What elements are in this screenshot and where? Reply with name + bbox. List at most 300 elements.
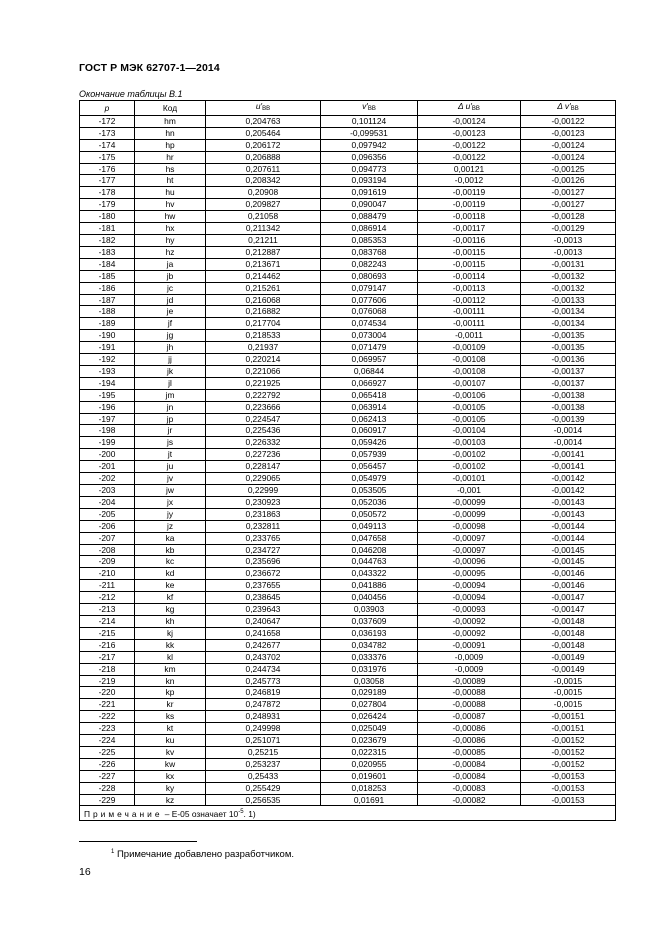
table-row [80,711,616,723]
cell-code: hz [135,246,206,258]
cell-code: jt [135,449,206,461]
note-label: Примечание [84,809,163,820]
cell-p: -220 [80,687,135,699]
cell-u: 0,240647 [206,615,321,627]
cell-u: 0,253237 [206,758,321,770]
cell-code: ky [135,782,206,794]
cell-code: jp [135,413,206,425]
table-row [80,699,616,711]
cell-code: kz [135,794,206,806]
footnote [111,849,294,860]
cell-p: -176 [80,163,135,175]
cell-du: -0,00119 [418,187,521,199]
cell-p: -174 [80,139,135,151]
cell-dv: -0,00135 [521,330,616,342]
cell-p: -196 [80,401,135,413]
cell-p: -197 [80,413,135,425]
cell-u: 0,207611 [206,163,321,175]
cell-du: -0,0012 [418,175,521,187]
cell-v: 0,071479 [321,342,418,354]
table-row [80,389,616,401]
cell-code: jm [135,389,206,401]
table-row [80,306,616,318]
cell-dv: -0,00142 [521,485,616,497]
cell-code: hy [135,234,206,246]
cell-p: -207 [80,532,135,544]
cell-dv: -0,00141 [521,461,616,473]
cell-dv: -0,0015 [521,675,616,687]
cell-code: hm [135,115,206,127]
cell-dv: -0,0013 [521,246,616,258]
cell-u: 0,21058 [206,211,321,223]
cell-u: 0,20908 [206,187,321,199]
cell-code: kt [135,723,206,735]
table-body [80,115,616,806]
cell-u: 0,245773 [206,675,321,687]
table-row [80,604,616,616]
cell-v: 0,03058 [321,675,418,687]
cell-v: 0,079147 [321,282,418,294]
cell-v: 0,034782 [321,639,418,651]
cell-code: jn [135,401,206,413]
cell-code: hr [135,151,206,163]
cell-dv: -0,00128 [521,211,616,223]
cell-p: -215 [80,627,135,639]
cell-u: 0,25433 [206,770,321,782]
cell-code: kj [135,627,206,639]
cell-dv: -0,00131 [521,258,616,270]
table-row [80,401,616,413]
header-u [206,101,321,116]
cell-p: -227 [80,770,135,782]
cell-du: -0,00097 [418,544,521,556]
cell-p: -229 [80,794,135,806]
cell-du: -0,00093 [418,604,521,616]
cell-p: -200 [80,449,135,461]
table-row [80,199,616,211]
cell-v: 0,069957 [321,354,418,366]
table-row [80,758,616,770]
cell-du: -0,00088 [418,687,521,699]
cell-code: js [135,437,206,449]
cell-u: 0,214462 [206,270,321,282]
cell-dv: -0,00144 [521,520,616,532]
table-row [80,496,616,508]
cell-v: 0,03903 [321,604,418,616]
cell-du: -0,00108 [418,365,521,377]
cell-p: -177 [80,175,135,187]
table-row [80,568,616,580]
table-row [80,139,616,151]
cell-du: -0,00094 [418,592,521,604]
cell-code: kg [135,604,206,616]
table-row [80,687,616,699]
cell-v: 0,073004 [321,330,418,342]
cell-p: -172 [80,115,135,127]
cell-code: kb [135,544,206,556]
table-row [80,211,616,223]
cell-code: ju [135,461,206,473]
cell-code: hs [135,163,206,175]
header-u-sub: BB [262,106,271,112]
cell-du: -0,00108 [418,354,521,366]
cell-dv: -0,00136 [521,354,616,366]
cell-u: 0,215261 [206,282,321,294]
table-row [80,794,616,806]
cell-code: jl [135,377,206,389]
table-row [80,508,616,520]
cell-dv: -0,00123 [521,127,616,139]
cell-u: 0,211342 [206,223,321,235]
header-v-label: v′ [362,101,368,111]
cell-v: 0,022315 [321,746,418,758]
cell-code: kv [135,746,206,758]
cell-dv: -0,00137 [521,365,616,377]
cell-code: jf [135,318,206,330]
cell-du: -0,00102 [418,449,521,461]
cell-v: 0,06844 [321,365,418,377]
cell-dv: -0,00148 [521,639,616,651]
cell-u: 0,232811 [206,520,321,532]
cell-dv: -0,00143 [521,496,616,508]
cell-v: 0,041886 [321,580,418,592]
cell-dv: -0,00149 [521,651,616,663]
cell-dv: -0,00134 [521,306,616,318]
cell-p: -213 [80,604,135,616]
cell-p: -191 [80,342,135,354]
cell-v: 0,025049 [321,723,418,735]
cell-du: -0,00089 [418,675,521,687]
cell-du: -0,00124 [418,115,521,127]
cell-dv: -0,00125 [521,163,616,175]
cell-du: -0,00091 [418,639,521,651]
cell-u: 0,221066 [206,365,321,377]
footnote-text: Примечание добавлено разработчиком. [114,849,294,860]
cell-p: -181 [80,223,135,235]
table-row [80,592,616,604]
cell-p: -192 [80,354,135,366]
table-header-row [80,101,616,116]
table-row [80,318,616,330]
cell-dv: -0,00132 [521,270,616,282]
cell-dv: -0,00146 [521,568,616,580]
header-p: p [80,101,135,116]
cell-u: 0,238645 [206,592,321,604]
cell-p: -183 [80,246,135,258]
cell-du: -0,00105 [418,401,521,413]
cell-v: 0,031976 [321,663,418,675]
cell-du: -0,00122 [418,151,521,163]
cell-du: -0,00099 [418,496,521,508]
cell-v: 0,037609 [321,615,418,627]
cell-du: -0,00098 [418,520,521,532]
cell-du: -0,00119 [418,199,521,211]
cell-du: -0,00109 [418,342,521,354]
cell-code: jy [135,508,206,520]
cell-code: jc [135,282,206,294]
cell-p: -221 [80,699,135,711]
cell-u: 0,230923 [206,496,321,508]
header-dv-sub: BB [570,106,579,112]
cell-code: km [135,663,206,675]
cell-code: ku [135,735,206,747]
cell-u: 0,236672 [206,568,321,580]
header-v [321,101,418,116]
cell-p: -226 [80,758,135,770]
cell-u: 0,205464 [206,127,321,139]
table-row [80,735,616,747]
cell-dv: -0,00145 [521,544,616,556]
cell-code: ht [135,175,206,187]
cell-code: jd [135,294,206,306]
table-row [80,127,616,139]
cell-dv: -0,00145 [521,556,616,568]
cell-u: 0,247872 [206,699,321,711]
cell-code: hx [135,223,206,235]
cell-code: hp [135,139,206,151]
table-row [80,663,616,675]
table-row [80,223,616,235]
cell-du: -0,00086 [418,735,521,747]
cell-v: 0,088479 [321,211,418,223]
cell-u: 0,206172 [206,139,321,151]
cell-v: 0,020955 [321,758,418,770]
cell-v: 0,097942 [321,139,418,151]
cell-v: 0,018253 [321,782,418,794]
cell-dv: -0,00153 [521,794,616,806]
cell-p: -225 [80,746,135,758]
cell-v: 0,080693 [321,270,418,282]
cell-v: 0,059426 [321,437,418,449]
cell-du: -0,00085 [418,746,521,758]
cell-v: 0,083768 [321,246,418,258]
cell-p: -201 [80,461,135,473]
cell-du: -0,00112 [418,294,521,306]
cell-u: 0,249998 [206,723,321,735]
cell-du: -0,00104 [418,425,521,437]
cell-code: je [135,306,206,318]
cell-p: -204 [80,496,135,508]
table-note [80,806,616,821]
cell-code: jw [135,485,206,497]
cell-du: -0,00082 [418,794,521,806]
cell-du: -0,00084 [418,758,521,770]
table-row [80,282,616,294]
cell-dv: -0,00152 [521,735,616,747]
table-row [80,723,616,735]
cell-du: -0,00115 [418,246,521,258]
cell-v: 0,094773 [321,163,418,175]
cell-p: -195 [80,389,135,401]
cell-code: hw [135,211,206,223]
cell-u: 0,220214 [206,354,321,366]
cell-du: -0,00116 [418,234,521,246]
cell-v: 0,050572 [321,508,418,520]
cell-code: kh [135,615,206,627]
cell-code: ja [135,258,206,270]
cell-dv: -0,00151 [521,711,616,723]
cell-dv: -0,00124 [521,151,616,163]
cell-u: 0,228147 [206,461,321,473]
cell-p: -193 [80,365,135,377]
cell-dv: -0,0013 [521,234,616,246]
cell-p: -214 [80,615,135,627]
cell-v: 0,074534 [321,318,418,330]
cell-u: 0,22999 [206,485,321,497]
cell-code: hn [135,127,206,139]
cell-code: kr [135,699,206,711]
cell-dv: -0,00127 [521,199,616,211]
cell-dv: -0,00143 [521,508,616,520]
cell-v: 0,091619 [321,187,418,199]
cell-v: 0,054979 [321,473,418,485]
cell-dv: -0,00152 [521,746,616,758]
table-row [80,520,616,532]
cell-p: -187 [80,294,135,306]
cell-v: 0,062413 [321,413,418,425]
table-row [80,270,616,282]
cell-code: ka [135,532,206,544]
table-row [80,342,616,354]
cell-v: 0,096356 [321,151,418,163]
table-row [80,770,616,782]
table-row [80,377,616,389]
table-row [80,175,616,187]
data-table [79,100,616,821]
cell-dv: -0,00122 [521,115,616,127]
cell-v: 0,027804 [321,699,418,711]
table-row [80,580,616,592]
cell-v: 0,043322 [321,568,418,580]
table-row [80,544,616,556]
cell-v: 0,086914 [321,223,418,235]
cell-v: 0,040456 [321,592,418,604]
cell-p: -185 [80,270,135,282]
cell-p: -216 [80,639,135,651]
cell-u: 0,235696 [206,556,321,568]
cell-u: 0,206888 [206,151,321,163]
cell-dv: -0,0015 [521,687,616,699]
cell-du: -0,00107 [418,377,521,389]
cell-u: 0,251071 [206,735,321,747]
cell-du: -0,00113 [418,282,521,294]
cell-du: -0,00111 [418,318,521,330]
cell-v: 0,057939 [321,449,418,461]
cell-v: 0,056457 [321,461,418,473]
cell-u: 0,208342 [206,175,321,187]
cell-code: jb [135,270,206,282]
cell-p: -186 [80,282,135,294]
cell-du: 0,00121 [418,163,521,175]
header-du-label: Δ u′ [458,101,472,111]
cell-du: -0,00084 [418,770,521,782]
table-row [80,651,616,663]
cell-du: -0,00114 [418,270,521,282]
cell-code: jz [135,520,206,532]
header-v-sub: BB [367,106,376,112]
cell-p: -228 [80,782,135,794]
cell-dv: -0,00151 [521,723,616,735]
cell-du: -0,00106 [418,389,521,401]
cell-dv: -0,00148 [521,615,616,627]
cell-v: 0,052036 [321,496,418,508]
cell-u: 0,244734 [206,663,321,675]
cell-p: -189 [80,318,135,330]
cell-code: kp [135,687,206,699]
cell-du: -0,0009 [418,663,521,675]
table-row [80,163,616,175]
table-row [80,485,616,497]
cell-dv: -0,00129 [521,223,616,235]
cell-du: -0,00092 [418,615,521,627]
cell-p: -212 [80,592,135,604]
cell-u: 0,213671 [206,258,321,270]
cell-u: 0,227236 [206,449,321,461]
cell-code: kd [135,568,206,580]
cell-dv: -0,00149 [521,663,616,675]
cell-dv: -0,00146 [521,580,616,592]
cell-u: 0,21211 [206,234,321,246]
document-header: ГОСТ Р МЭК 62707-1—2014 [79,62,220,74]
cell-p: -188 [80,306,135,318]
cell-dv: -0,00147 [521,592,616,604]
cell-v: 0,065418 [321,389,418,401]
cell-du: -0,00111 [418,306,521,318]
cell-code: hu [135,187,206,199]
table-row [80,246,616,258]
table-row [80,330,616,342]
cell-p: -175 [80,151,135,163]
cell-code: jx [135,496,206,508]
cell-p: -194 [80,377,135,389]
table-row [80,425,616,437]
cell-code: jg [135,330,206,342]
cell-p: -206 [80,520,135,532]
cell-code: ke [135,580,206,592]
table-row [80,294,616,306]
cell-code: jv [135,473,206,485]
cell-dv: -0,00138 [521,401,616,413]
cell-v: 0,046208 [321,544,418,556]
header-du [418,101,521,116]
cell-v: 0,049113 [321,520,418,532]
cell-code: jj [135,354,206,366]
cell-du: -0,00122 [418,139,521,151]
cell-u: 0,216068 [206,294,321,306]
table-row [80,627,616,639]
header-du-sub: BB [471,106,480,112]
cell-v: 0,019601 [321,770,418,782]
cell-dv: -0,00127 [521,187,616,199]
cell-code: kx [135,770,206,782]
cell-dv: -0,0014 [521,425,616,437]
cell-code: kf [135,592,206,604]
cell-v: 0,029189 [321,687,418,699]
cell-u: 0,234727 [206,544,321,556]
cell-code: jk [135,365,206,377]
cell-du: -0,00123 [418,127,521,139]
cell-u: 0,242677 [206,639,321,651]
cell-code: kl [135,651,206,663]
cell-dv: -0,00137 [521,377,616,389]
cell-du: -0,00087 [418,711,521,723]
cell-p: -203 [80,485,135,497]
table-row [80,258,616,270]
cell-du: -0,00095 [418,568,521,580]
cell-u: 0,239643 [206,604,321,616]
table-row [80,187,616,199]
cell-du: -0,00103 [418,437,521,449]
